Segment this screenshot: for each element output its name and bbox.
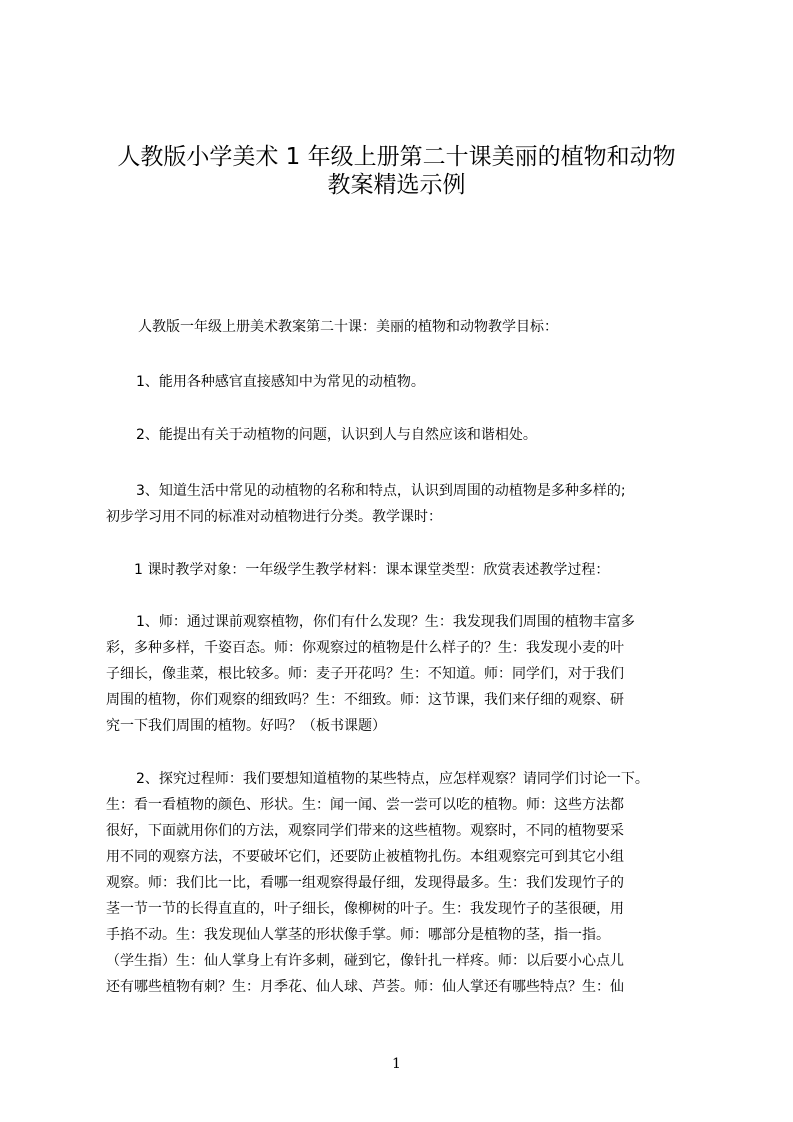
paragraph-goal-1: 1、能用各种感官直接感知中为常见的动植物。 — [136, 374, 425, 390]
paragraph-step-1-line-2: 彩，多种多样，千姿百态。师：你观察过的植物是什么样子的？生：我发现小麦的叶 — [106, 640, 624, 656]
paragraph-step-2-line-2: 生：看一看植物的颜色、形状。生：闻一闻、尝一尝可以吃的植物。师：这些方法都 — [106, 797, 624, 813]
paragraph-step-2-line-8: （学生指）生：仙人掌身上有许多刺，碰到它，像针扎一样疼。师：以后要小心点儿 — [106, 953, 624, 969]
paragraph-step-1-line-3: 子细长，像韭菜，根比较多。师：麦子开花吗？生：不知道。师：同学们，对于我们 — [106, 666, 624, 682]
paragraph-lesson-info: 1 课时教学对象：一年级学生教学材料：课本课堂类型：欣赏表述教学过程： — [134, 562, 610, 578]
paragraph-step-1-line-4: 周围的植物，你们观察的细致吗？生：不细致。师：这节课，我们来仔细的观察、研 — [106, 692, 624, 708]
paragraph-step-2-line-3: 很好，下面就用你们的方法，观察同学们带来的这些植物。观察时，不同的植物要采 — [106, 823, 624, 839]
paragraph-step-2-line-7: 手掐不动。生：我发现仙人掌茎的形状像手掌。师：哪部分是植物的茎，指一指。 — [106, 927, 610, 943]
paragraph-step-2-line-9: 还有哪些植物有刺？生：月季花、仙人球、芦荟。师：仙人掌还有哪些特点？生：仙 — [106, 979, 624, 995]
paragraph-goal-2: 2、能提出有关于动植物的问题，认识到人与自然应该和谐相处。 — [136, 427, 537, 443]
document-title-line-1: 人教版小学美术 1 年级上册第二十课美丽的植物和动物 — [117, 144, 676, 170]
paragraph-step-2-line-5: 观察。师：我们比一比，看哪一组观察得最仔细，发现得最多。生：我们发现竹子的 — [106, 875, 624, 891]
paragraph-step-2-line-1: 2、探究过程师：我们要想知道植物的某些特点，应怎样观察？请同学们讨论一下。 — [136, 771, 649, 787]
paragraph-step-2-line-4: 用不同的观察方法，不要破坏它们，还要防止被植物扎伤。本组观察完可到其它小组 — [106, 849, 624, 865]
page-number: 1 — [392, 1056, 401, 1072]
paragraph-step-1-line-5: 究一下我们周围的植物。好吗？（板书课题） — [106, 718, 386, 734]
paragraph-intro: 人教版一年级上册美术教案第二十课：美丽的植物和动物教学目标： — [138, 319, 558, 335]
paragraph-step-1-line-1: 1、师：通过课前观察植物，你们有什么发现？生：我发现我们周围的植物丰富多 — [136, 614, 635, 630]
paragraph-step-2-line-6: 茎一节一节的长得直直的，叶子细长，像柳树的叶子。生：我发现竹子的茎很硬，用 — [106, 901, 624, 917]
document-title-line-2: 教案精选示例 — [327, 172, 466, 198]
paragraph-goal-3-line-1: 3、知道生活中常见的动植物的名称和特点，认识到周围的动植物是多种多样的; — [136, 483, 626, 499]
paragraph-goal-3-line-2: 初步学习用不同的标准对动植物进行分类。教学课时： — [106, 509, 442, 525]
